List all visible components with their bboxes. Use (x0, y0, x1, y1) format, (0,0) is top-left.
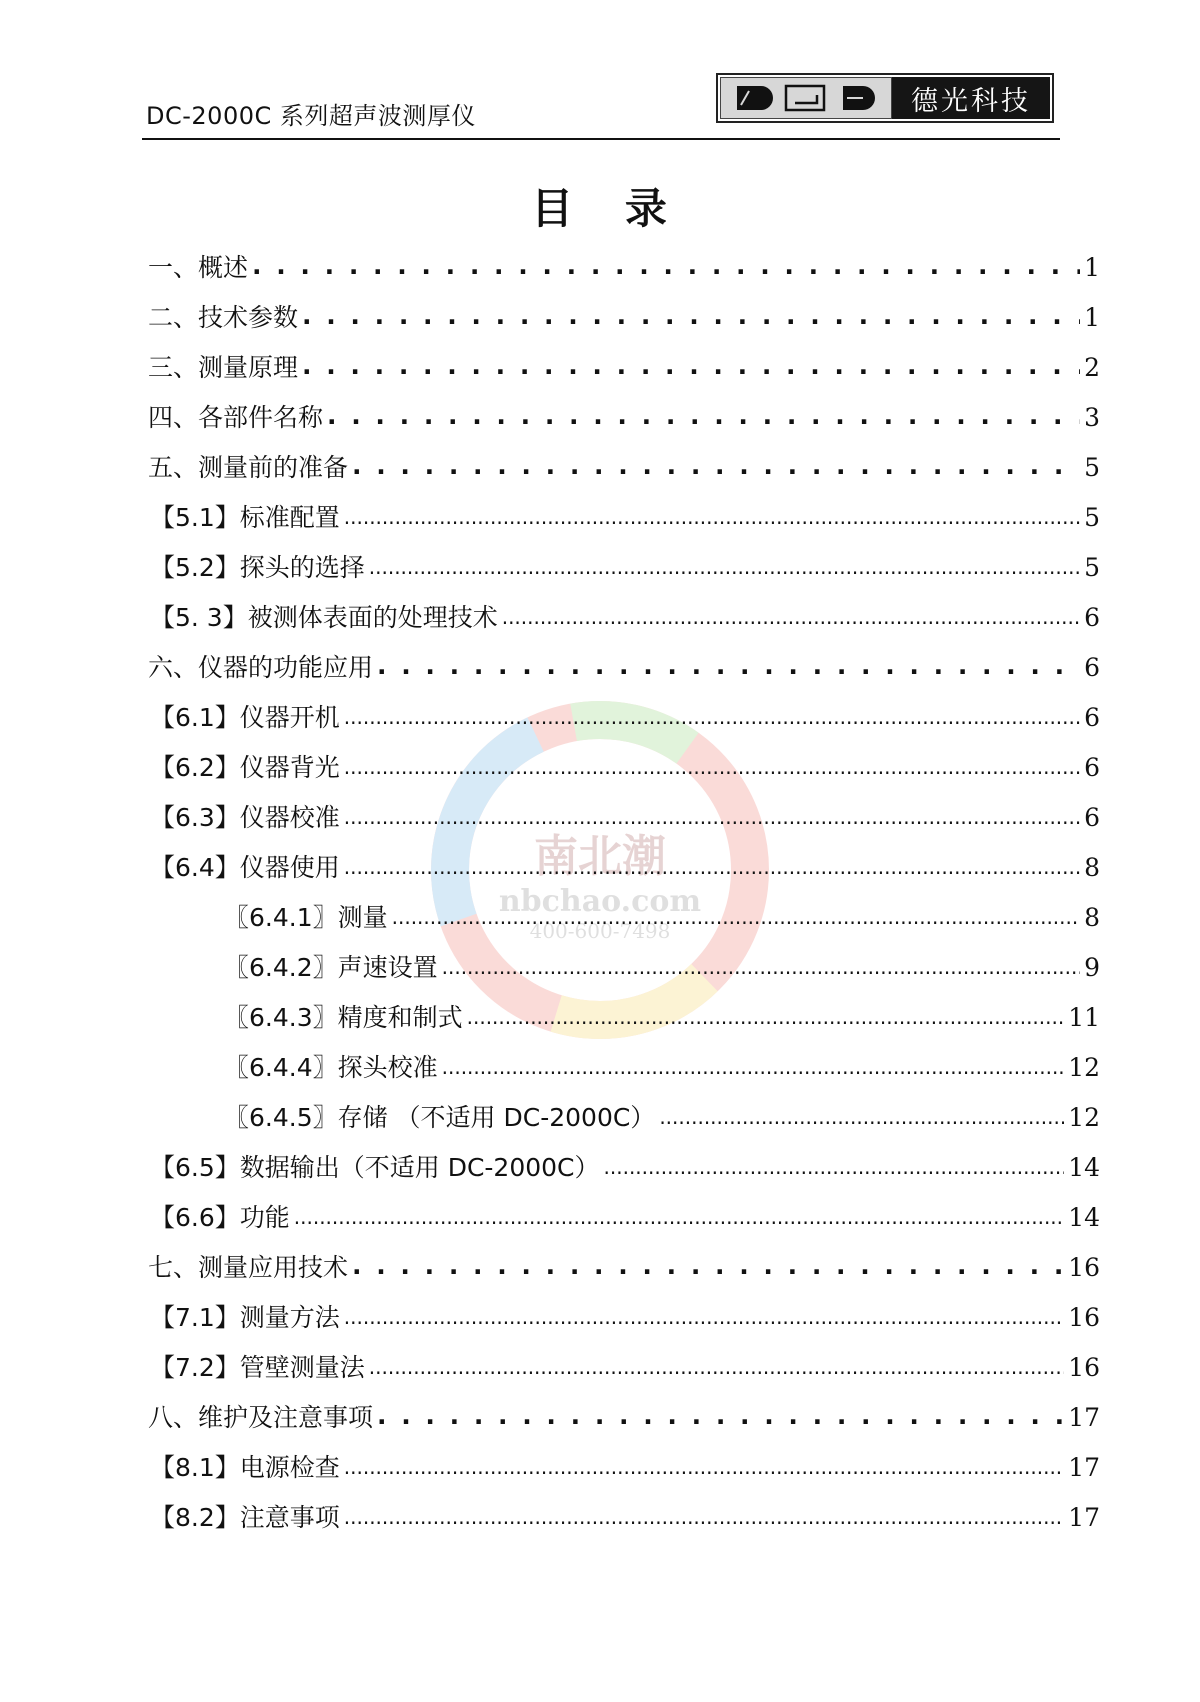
toc-leader (252, 250, 1080, 282)
toc-leader (294, 1200, 1064, 1233)
toc-entry[interactable] (148, 1402, 1100, 1434)
toc-entry-page: 11 (1068, 1003, 1100, 1032)
toc-leader (604, 1150, 1065, 1183)
toc-entry-page: 6 (1084, 653, 1100, 682)
toc-entry-page: 3 (1084, 403, 1100, 432)
toc-entry[interactable] (148, 402, 1100, 434)
toc-entry-label: 〖6.4.5〗存储 （不适用 DC-2000C） (224, 1103, 656, 1132)
toc-entry[interactable] (224, 1102, 1100, 1135)
toc-entry-label: 【7.2】管壁测量法 (150, 1353, 365, 1382)
toc-leader (377, 1400, 1064, 1432)
toc-entry[interactable] (150, 752, 1100, 785)
toc-entry-label: 三、测量原理 (148, 353, 299, 382)
toc-leader (467, 1000, 1065, 1033)
toc-leader (344, 700, 1080, 733)
toc-entry-label: 八、维护及注意事项 (148, 1403, 374, 1432)
toc-entry-label: 〖6.4.1〗测量 (224, 903, 388, 932)
toc-entry-page: 2 (1084, 353, 1100, 382)
toc-entry-label: 【6.6】功能 (150, 1203, 290, 1232)
toc-entry[interactable] (150, 1502, 1100, 1535)
toc-entry-label: 四、各部件名称 (148, 403, 324, 432)
toc-entry[interactable] (148, 252, 1100, 284)
toc-leader (352, 1250, 1064, 1282)
toc-entry-page: 16 (1068, 1303, 1100, 1332)
toc-leader (344, 1300, 1064, 1333)
toc-entry-label: 【6.2】仪器背光 (150, 753, 340, 782)
toc-leader (502, 600, 1080, 633)
header-divider (142, 138, 1060, 140)
toc-leader (392, 900, 1080, 933)
toc-entry-page: 5 (1084, 503, 1100, 532)
toc-entry-page: 5 (1084, 553, 1100, 582)
toc-entry-page: 17 (1068, 1503, 1100, 1532)
toc-entry-page: 14 (1068, 1203, 1100, 1232)
logo-company-name: 德光科技 (892, 77, 1050, 119)
toc-entry[interactable] (150, 602, 1100, 635)
toc-entry-label: 【7.1】测量方法 (150, 1303, 340, 1332)
toc-entry-page: 6 (1084, 703, 1100, 732)
toc-entry-page: 6 (1084, 603, 1100, 632)
toc-leader (352, 450, 1080, 482)
toc-entry-label: 【6.5】数据输出（不适用 DC-2000C） (150, 1153, 600, 1182)
toc-leader (442, 1050, 1065, 1083)
toc-entry-page: 16 (1068, 1253, 1100, 1282)
toc-leader (344, 500, 1080, 533)
toc-entry-label: 六、仪器的功能应用 (148, 653, 374, 682)
header-title: DC-2000C 系列超声波测厚仪 (146, 102, 476, 130)
toc-entry[interactable] (148, 352, 1100, 384)
toc-entry-label: 二、技术参数 (148, 303, 299, 332)
toc-entry[interactable] (150, 1452, 1100, 1485)
toc-entry-label: 一、概述 (148, 253, 249, 282)
toc-leader (344, 1450, 1064, 1483)
toc-entry[interactable] (150, 1352, 1100, 1385)
toc-entry-label: 七、测量应用技术 (148, 1253, 349, 1282)
toc-entry-page: 6 (1084, 753, 1100, 782)
toc-entry-label: 【6.1】仪器开机 (150, 703, 340, 732)
toc-leader (659, 1100, 1064, 1133)
dgd-logo-mark (720, 77, 892, 119)
toc-entry-label: 【8.2】注意事项 (150, 1503, 340, 1532)
toc-entry-label: 〖6.4.4〗探头校准 (224, 1053, 438, 1082)
toc-entry-label: 【8.1】电源检查 (150, 1453, 340, 1482)
watermark-phone: 400-600-7498 (529, 919, 671, 943)
toc-leader (327, 400, 1080, 432)
toc-entry-page: 12 (1068, 1103, 1100, 1132)
toc-leader (302, 300, 1080, 332)
toc-entry-label: 【6.3】仪器校准 (150, 803, 340, 832)
dgd-logo-icon (731, 81, 881, 115)
toc-entry[interactable] (148, 302, 1100, 334)
toc-entry[interactable] (150, 1302, 1100, 1335)
toc-entry[interactable] (224, 902, 1100, 935)
toc-leader (369, 550, 1080, 583)
toc-leader (442, 950, 1080, 983)
toc-entry-page: 17 (1068, 1453, 1100, 1482)
toc-entry[interactable] (148, 452, 1100, 484)
company-logo (716, 73, 1054, 123)
toc-entry[interactable] (224, 952, 1100, 985)
toc-entry[interactable] (150, 502, 1100, 535)
toc-entry[interactable] (150, 552, 1100, 585)
toc-entry-page: 1 (1084, 303, 1100, 332)
toc-entry-label: 〖6.4.2〗声速设置 (224, 953, 438, 982)
toc-leader (344, 750, 1080, 783)
toc-entry-page: 5 (1084, 453, 1100, 482)
toc-entry-page: 16 (1068, 1353, 1100, 1382)
toc-leader (344, 800, 1080, 833)
toc-entry-page: 12 (1068, 1053, 1100, 1082)
watermark-brand: 南北潮 (534, 831, 666, 882)
toc-entry-label: 【5.2】探头的选择 (150, 553, 365, 582)
toc-entry-page: 8 (1084, 903, 1100, 932)
toc-entry[interactable] (150, 702, 1100, 735)
toc-entry-page: 8 (1084, 853, 1100, 882)
toc-leader (377, 650, 1080, 682)
toc-entry[interactable] (150, 1152, 1100, 1185)
page-title: 目 录 (531, 184, 669, 233)
toc-leader (369, 1350, 1064, 1383)
toc-leader (302, 350, 1080, 382)
toc-entry[interactable] (224, 1002, 1100, 1035)
watermark-site: nbchao.com (498, 884, 702, 919)
toc-leader (344, 1500, 1064, 1533)
toc-entry[interactable] (224, 1052, 1100, 1085)
toc-entry[interactable] (148, 1252, 1100, 1284)
toc-entry-label: 五、测量前的准备 (148, 453, 349, 482)
toc-leader (344, 850, 1080, 883)
toc-entry-label: 【5.1】标准配置 (150, 503, 340, 532)
toc-entry-label: 【5. 3】被测体表面的处理技术 (150, 603, 498, 632)
toc-entry-label: 【6.4】仪器使用 (150, 853, 340, 882)
toc-entry[interactable] (148, 652, 1100, 684)
toc-entry-page: 14 (1068, 1153, 1100, 1182)
toc-entry-page: 17 (1068, 1403, 1100, 1432)
toc-entry[interactable] (150, 1202, 1100, 1235)
toc-entry[interactable] (150, 802, 1100, 835)
toc-entry-page: 1 (1084, 253, 1100, 282)
toc-entry-page: 9 (1084, 953, 1100, 982)
toc-entry-page: 6 (1084, 803, 1100, 832)
toc-entry-label: 〖6.4.3〗精度和制式 (224, 1003, 463, 1032)
toc-entry[interactable] (150, 852, 1100, 885)
